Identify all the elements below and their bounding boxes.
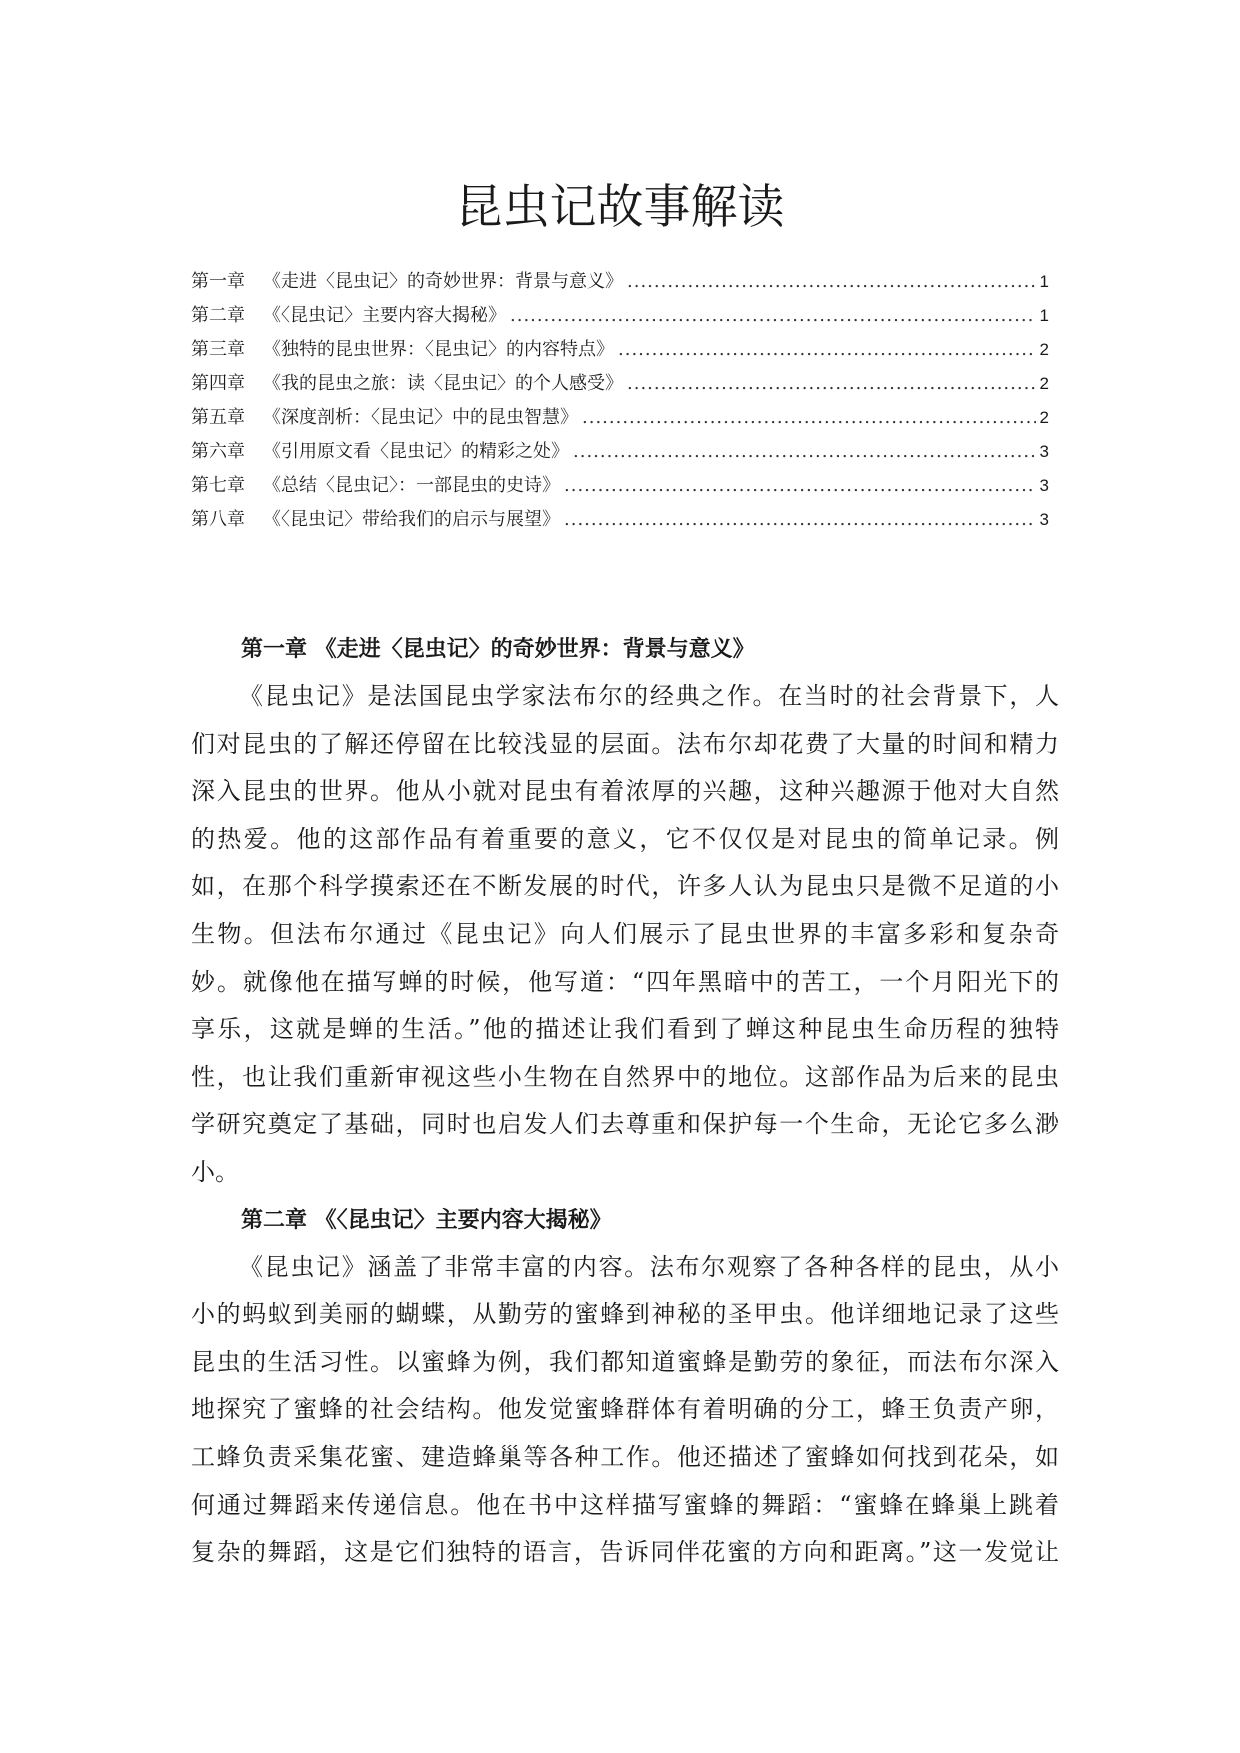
paragraph-line: 们对昆虫的了解还停留在比较浅显的层面。法布尔却花费了大量的时间和精力 <box>191 729 1059 758</box>
paragraph-line: 妙。就像他在描写蝉的时候，他写道：“四年黑暗中的苦工，一个月阳光下的 <box>191 967 1059 996</box>
chapter-1-paragraph <box>191 673 1059 1197</box>
toc-chapter-title: 《〈昆虫记〉带给我们的启示与展望》 <box>263 509 560 530</box>
toc-entry[interactable] <box>191 299 1049 333</box>
toc-page-number: 1 <box>1039 306 1049 325</box>
chapter-2-heading: 第二章 《〈昆虫记〉主要内容大揭秘》 <box>241 1207 612 1233</box>
toc-chapter-number: 第七章 <box>191 475 245 496</box>
paragraph-line: 《昆虫记》是法国昆虫学家法布尔的经典之作。在当时的社会背景下，人 <box>239 682 1059 710</box>
paragraph-line: 的热爱。他的这部作品有着重要的意义，它不仅仅是对昆虫的简单记录。例 <box>191 824 1059 853</box>
toc-chapter-title: 《独特的昆虫世界：〈昆虫记〉的内容特点》 <box>263 339 614 360</box>
toc-chapter-number: 第六章 <box>191 441 245 462</box>
toc-chapter-number: 第一章 <box>191 271 245 292</box>
toc-entry[interactable] <box>191 265 1049 299</box>
chapter-2-paragraph <box>191 1244 1059 1577</box>
paragraph-line: 性，也让我们重新审视这些小生物在自然界中的地位。这部作品为后来的昆虫 <box>191 1062 1059 1091</box>
toc-page-number: 1 <box>1039 272 1049 291</box>
toc-dot-leader <box>582 401 1036 435</box>
toc-chapter-title: 《走进〈昆虫记〉的奇妙世界：背景与意义》 <box>263 271 623 292</box>
toc-entry[interactable] <box>191 503 1049 537</box>
paragraph-line: 工蜂负责采集花蜜、建造蜂巢等各种工作。他还描述了蜜蜂如何找到花朵，如 <box>191 1442 1059 1471</box>
paragraph-line: 如，在那个科学摸索还在不断发展的时代，许多人认为昆虫只是微不足道的小 <box>191 872 1059 901</box>
paragraph-line: 复杂的舞蹈，这是它们独特的语言，告诉同伴花蜜的方向和距离。”这一发觉让 <box>191 1538 1059 1567</box>
toc-entry[interactable] <box>191 469 1049 503</box>
toc-page-number: 3 <box>1039 442 1049 461</box>
toc-chapter-number: 第八章 <box>191 509 245 530</box>
paragraph-line: 深入昆虫的世界。他从小就对昆虫有着浓厚的兴趣，这种兴趣源于他对大自然 <box>191 777 1059 806</box>
toc-chapter-title: 《〈昆虫记〉主要内容大揭秘》 <box>263 305 506 326</box>
toc-dot-leader <box>627 265 1036 299</box>
toc-page-number: 2 <box>1039 340 1049 359</box>
toc-chapter-title: 《引用原文看〈昆虫记〉的精彩之处》 <box>263 441 569 462</box>
toc-entry[interactable] <box>191 333 1049 367</box>
toc-chapter-number: 第二章 <box>191 305 245 326</box>
toc-chapter-title: 《深度剖析：〈昆虫记〉中的昆虫智慧》 <box>263 407 578 428</box>
toc-page-number: 3 <box>1039 510 1049 529</box>
paragraph-line: 小的蚂蚁到美丽的蝴蝶，从勤劳的蜜蜂到神秘的圣甲虫。他详细地记录了这些 <box>191 1300 1059 1329</box>
paragraph-line: 学研究奠定了基础，同时也启发人们去尊重和保护每一个生命，无论它多么渺 <box>191 1110 1059 1139</box>
toc-page-number: 2 <box>1039 408 1049 427</box>
paragraph-line: 昆虫的生活习性。以蜜蜂为例，我们都知道蜜蜂是勤劳的象征，而法布尔深入 <box>191 1347 1059 1376</box>
paragraph-line: 《昆虫记》涵盖了非常丰富的内容。法布尔观察了各种各样的昆虫，从小 <box>239 1252 1059 1281</box>
toc-entry[interactable] <box>191 401 1049 435</box>
toc-page-number: 3 <box>1039 476 1049 495</box>
paragraph-line: 小。 <box>191 1157 239 1186</box>
paragraph-line: 生物。但法布尔通过《昆虫记》向人们展示了昆虫世界的丰富多彩和复杂奇 <box>191 919 1059 948</box>
table-of-contents <box>191 265 1049 537</box>
chapter-1-heading: 第一章 《走进〈昆虫记〉的奇妙世界：背景与意义》 <box>241 637 755 662</box>
toc-chapter-number: 第三章 <box>191 339 245 360</box>
toc-chapter-number: 第五章 <box>191 407 245 428</box>
toc-dot-leader <box>510 299 1036 333</box>
toc-dot-leader <box>564 469 1036 503</box>
document-body <box>191 626 1059 1577</box>
toc-chapter-title: 《我的昆虫之旅：读〈昆虫记〉的个人感受》 <box>263 373 623 394</box>
toc-entry[interactable] <box>191 435 1049 469</box>
paragraph-line: 何通过舞蹈来传递信息。他在书中这样描写蜜蜂的舞蹈：“蜜蜂在蜂巢上跳着 <box>191 1490 1059 1519</box>
paragraph-line: 享乐，这就是蝉的生活。”他的描述让我们看到了蝉这种昆虫生命历程的独特 <box>191 1015 1059 1044</box>
toc-entry[interactable] <box>191 367 1049 401</box>
toc-dot-leader <box>627 367 1036 401</box>
toc-dot-leader <box>573 435 1036 469</box>
toc-dot-leader <box>618 333 1036 367</box>
toc-page-number: 2 <box>1039 374 1049 393</box>
toc-dot-leader <box>564 503 1036 537</box>
toc-chapter-title: 《总结〈昆虫记〉：一部昆虫的史诗》 <box>263 475 560 496</box>
toc-chapter-number: 第四章 <box>191 373 245 394</box>
document-title: 昆虫记故事解读 <box>455 180 785 235</box>
paragraph-line: 地探究了蜜蜂的社会结构。他发觉蜜蜂群体有着明确的分工，蜂王负责产卵， <box>191 1395 1059 1424</box>
